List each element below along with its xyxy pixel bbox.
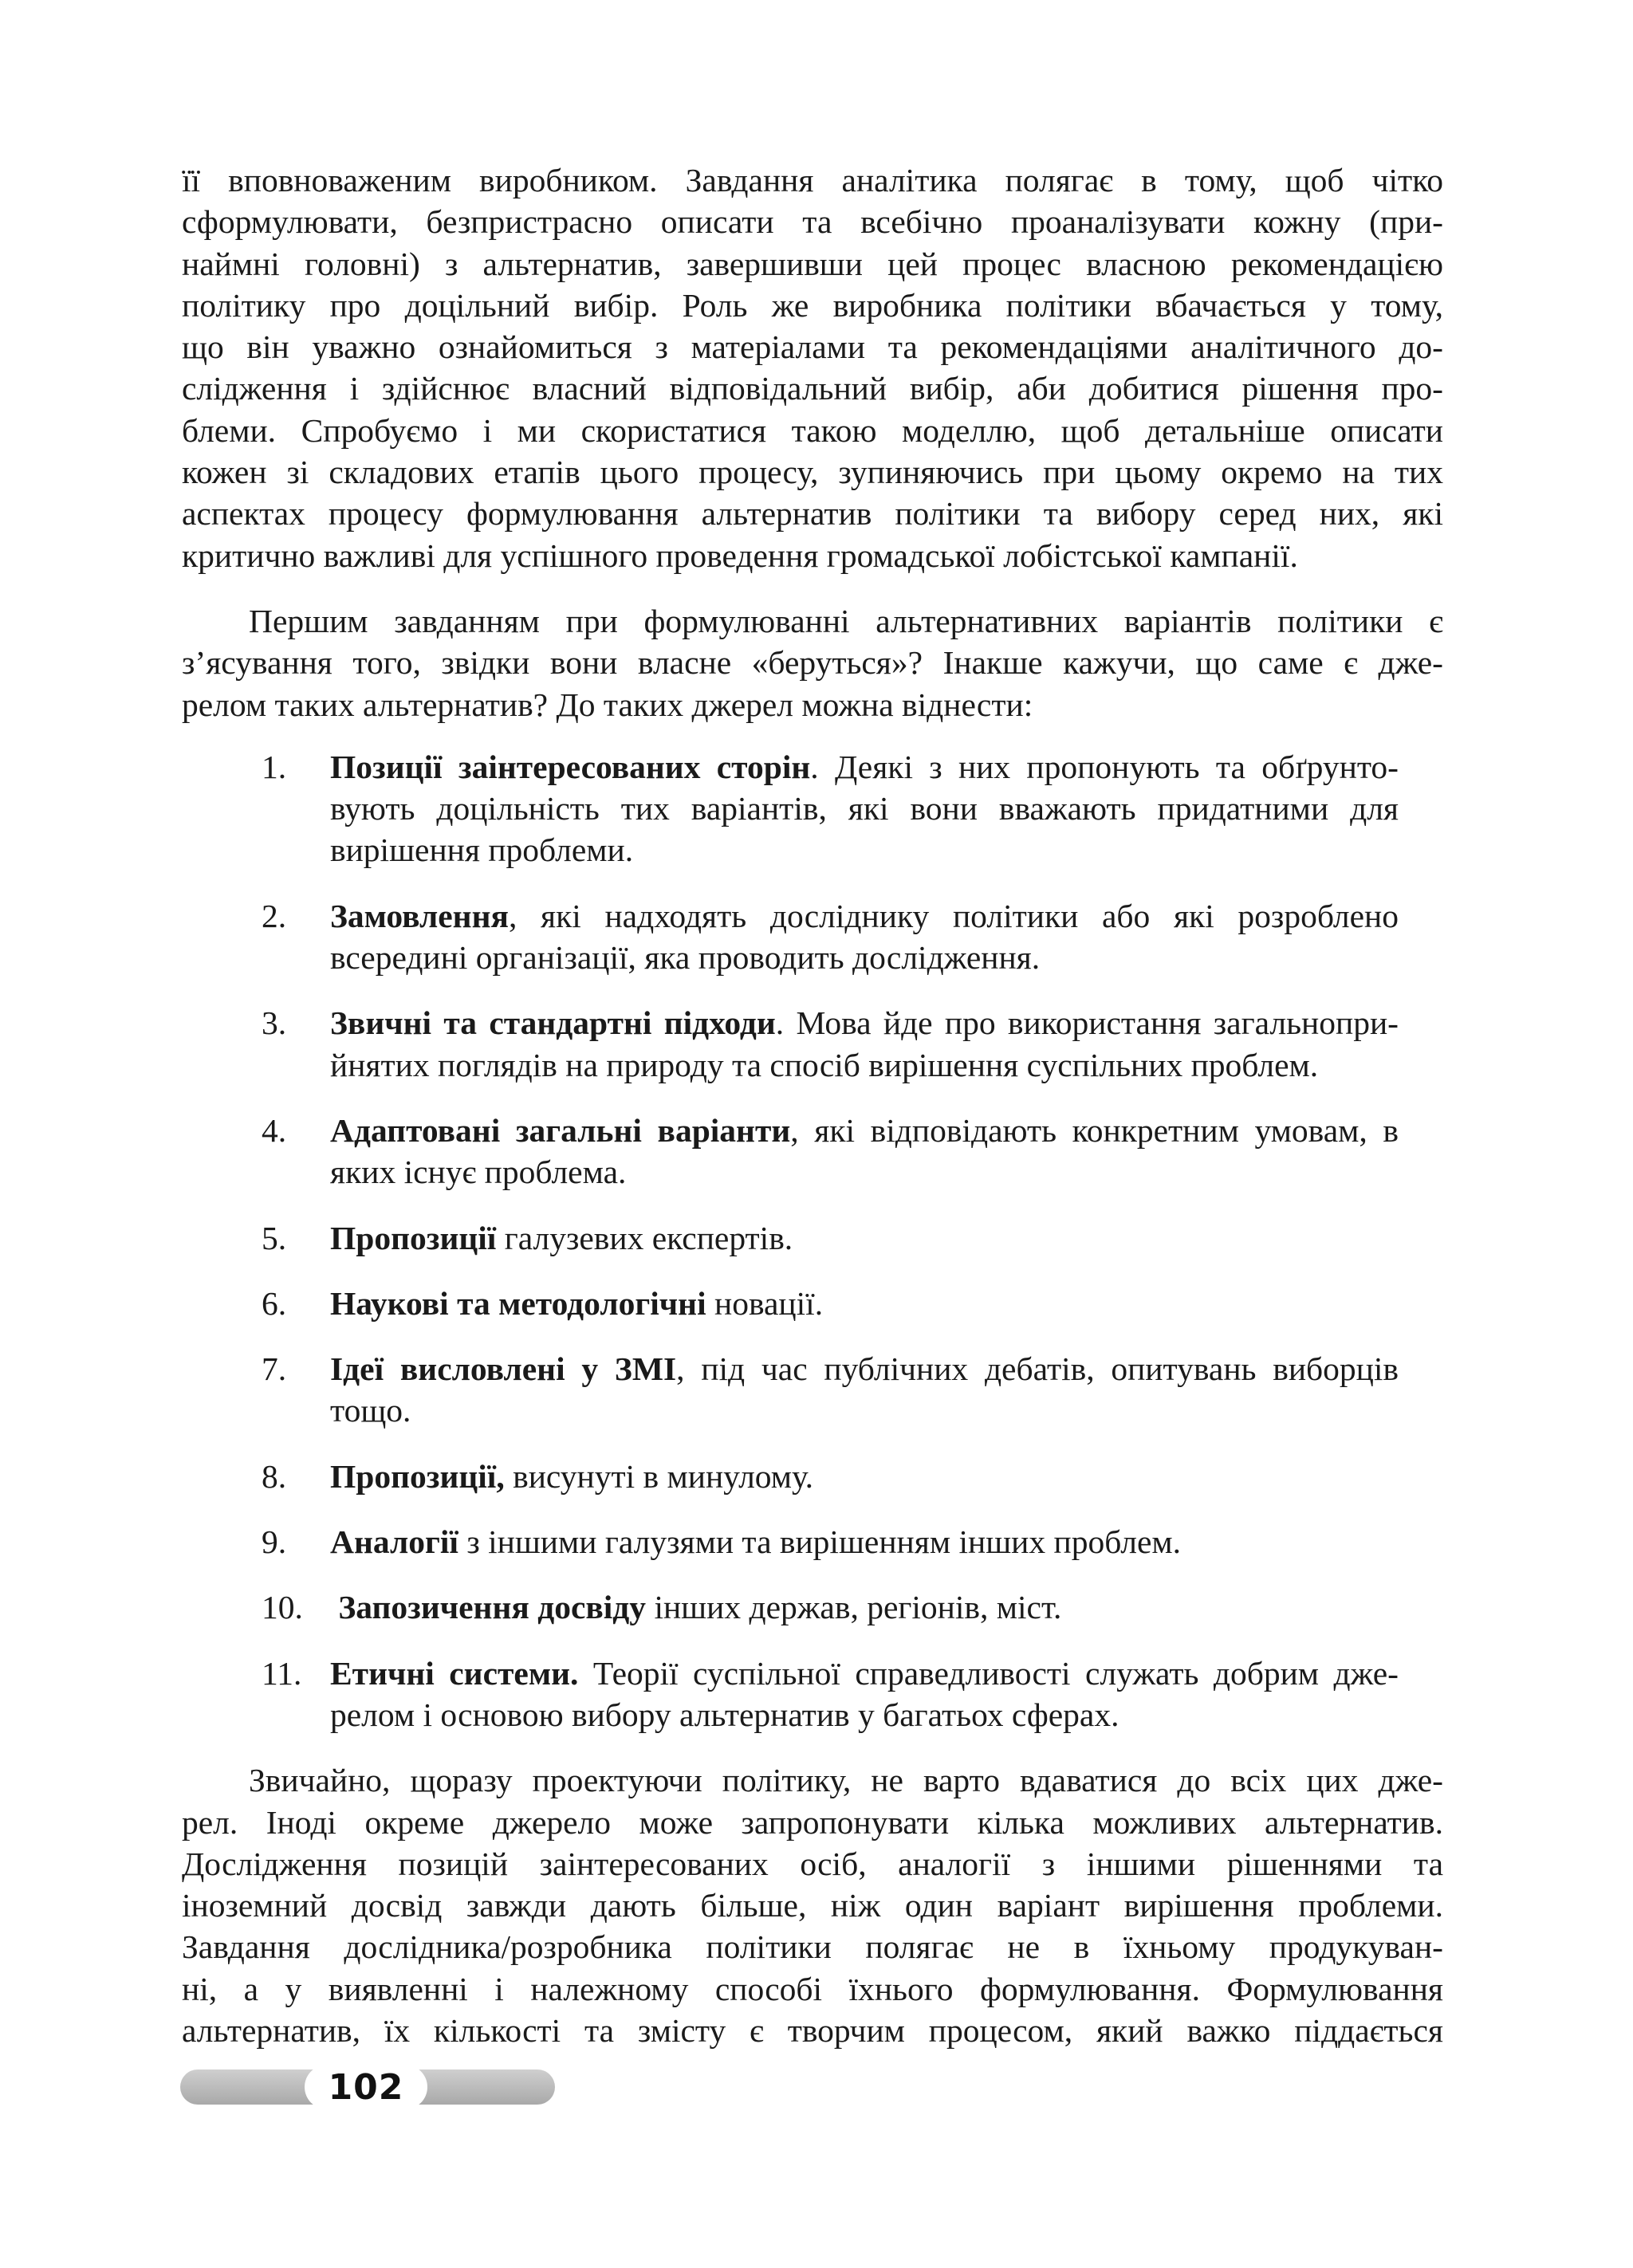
list-item-term: Аналогії — [330, 1523, 458, 1561]
text-line: слідження і здійснює власний відповідальний вибір, аби добитися рішення про- — [182, 370, 1443, 407]
list-item-term: Позиції заінтересованих сторін — [330, 748, 811, 785]
list-item-text: йнятих поглядів на природу та спосіб вирішення суспільних проблем. — [330, 1046, 1319, 1083]
intro-paragraph — [182, 159, 1443, 576]
sources-list — [182, 746, 1443, 1735]
text-line: блеми. Спробуємо і ми скористатися такою моделлю, щоб детальніше описати — [182, 411, 1443, 449]
text-line: Першим завданням при формулюванні альтернативних варіантів політики є — [249, 602, 1443, 639]
list-item-term: Етичні системи. — [330, 1654, 579, 1692]
text-line: її вповноваженим виробником. Завдання аналітика полягає в тому, щоб чітко — [182, 162, 1443, 198]
closing-paragraph — [182, 1759, 1443, 2051]
text-line: сформулювати, безпристрасно описати та всебічно проаналізувати кожну (при- — [182, 203, 1443, 241]
list-item-term: Запозичення досвіду — [330, 1589, 647, 1626]
page-footer — [180, 2065, 555, 2109]
text-line: релом таких альтернатив? До таких джерел можна віднести: — [182, 686, 1033, 723]
list-item-term: Замовлення — [330, 897, 509, 934]
text-line: критично важливі для успішного проведення громадської лобістської кампанії. — [182, 537, 1298, 574]
list-number: 8. — [262, 1457, 287, 1495]
list-item-text: вирішення проблеми. — [330, 831, 634, 869]
list-item — [182, 1586, 1443, 1628]
text-line: іноземний досвід завжди дають більше, ніж один варіант вирішення проблеми. — [182, 1887, 1443, 1924]
list-number: 2. — [262, 897, 287, 934]
list-item — [182, 1283, 1443, 1324]
list-item — [182, 1653, 1443, 1736]
text-line: аспектах процесу формулювання альтернатив політики та вибору серед них, які — [182, 495, 1443, 533]
list-item-text: релом і основою вибору альтернатив у багатьох сферах. — [330, 1696, 1119, 1733]
text-line: з’ясування того, звідки вони власне «беруться»? Інакше кажучи, що саме є дже- — [182, 644, 1443, 682]
second-paragraph — [182, 600, 1443, 725]
list-item-text: , які відповідають конкретним умовам, в — [790, 1111, 1399, 1149]
list-item-text: Теорії суспільної справедливості служать добрим дже- — [578, 1654, 1399, 1692]
list-item-text: тощо. — [330, 1392, 411, 1429]
page-number: 102 — [328, 2066, 404, 2108]
list-item-text: . Мова йде про використання загальнопри- — [775, 1004, 1399, 1042]
list-item — [182, 1110, 1443, 1193]
list-item — [182, 1348, 1443, 1432]
list-item — [182, 1217, 1443, 1259]
text-line: Звичайно, щоразу проектуючи політику, не варто вдаватися до всіх цих дже- — [249, 1762, 1443, 1799]
list-number: 7. — [262, 1350, 287, 1388]
list-item-text: , під час публічних дебатів, опитувань виборців — [676, 1350, 1399, 1388]
page-number-badge — [305, 2065, 427, 2109]
text-line: Дослідження позицій заінтересованих осіб, аналогії з іншими рішеннями та — [182, 1845, 1443, 1882]
text-line: ні, а у виявленні і належному способі їхнього формулювання. Формулювання — [182, 1970, 1443, 2007]
list-number: 11. — [262, 1654, 302, 1692]
list-item-text: всередині організації, яка проводить дослідження. — [330, 939, 1041, 977]
text-line: наймні головні) з альтернатив, завершивши цей процес власною рекомендацією — [182, 245, 1443, 282]
list-item — [182, 746, 1443, 871]
text-line: альтернатив, їх кількості та змісту є творчим процесом, який важко піддається — [182, 2011, 1443, 2049]
list-number: 10. — [262, 1589, 303, 1626]
list-item-term: Пропозиції — [330, 1219, 497, 1256]
list-number: 5. — [262, 1219, 287, 1256]
list-item-text: вують доцільність тих варіантів, які вони вважають придатними для — [330, 790, 1399, 827]
list-item — [182, 1521, 1443, 1562]
list-item-term: Ідеї висловлені у ЗМІ — [330, 1350, 677, 1388]
list-item-text: . Деякі з них пропонують та обґрунто- — [810, 748, 1399, 785]
text-line: рел. Іноді окреме джерело може запропонувати кілька можливих альтернатив. — [182, 1803, 1443, 1841]
list-item-text: інших держав, регіонів, міст. — [646, 1589, 1062, 1626]
list-item — [182, 1456, 1443, 1497]
list-item-text: висунуті в минулому. — [504, 1457, 813, 1495]
page-body — [182, 159, 1443, 2051]
list-number: 6. — [262, 1284, 287, 1322]
list-item-term: Пропозиції, — [330, 1457, 505, 1495]
list-number: 1. — [262, 748, 287, 785]
list-number: 9. — [262, 1523, 287, 1561]
list-item-term: Звичні та стандартні підходи — [330, 1004, 776, 1042]
list-item-text: яких існує проблема. — [330, 1154, 627, 1191]
list-item-term: Наукові та методологічні — [330, 1284, 706, 1322]
text-line: що він уважно ознайомиться з матеріалами та рекомендаціями аналітичного до- — [182, 328, 1443, 366]
text-line: політику про доцільний вибір. Роль же виробника політики вбачається у тому, — [182, 286, 1443, 324]
list-item-term: Адаптовані загальні варіанти — [330, 1111, 791, 1149]
list-item — [182, 895, 1443, 979]
list-number: 3. — [262, 1004, 287, 1042]
list-item-text: , які надходять досліднику політики або які розроблено — [508, 897, 1399, 934]
list-item-text: новації. — [706, 1284, 824, 1322]
text-line: кожен зі складових етапів цього процесу, зупиняючись при цьому окремо на тих — [182, 454, 1443, 491]
list-item — [182, 1002, 1443, 1086]
text-line: Завдання дослідника/розробника політики полягає не в їхньому продукуван- — [182, 1928, 1443, 1966]
list-number: 4. — [262, 1111, 287, 1149]
list-item-text: з іншими галузями та вирішенням інших проблем. — [458, 1523, 1182, 1561]
list-item-text: галузевих експертів. — [496, 1219, 793, 1256]
